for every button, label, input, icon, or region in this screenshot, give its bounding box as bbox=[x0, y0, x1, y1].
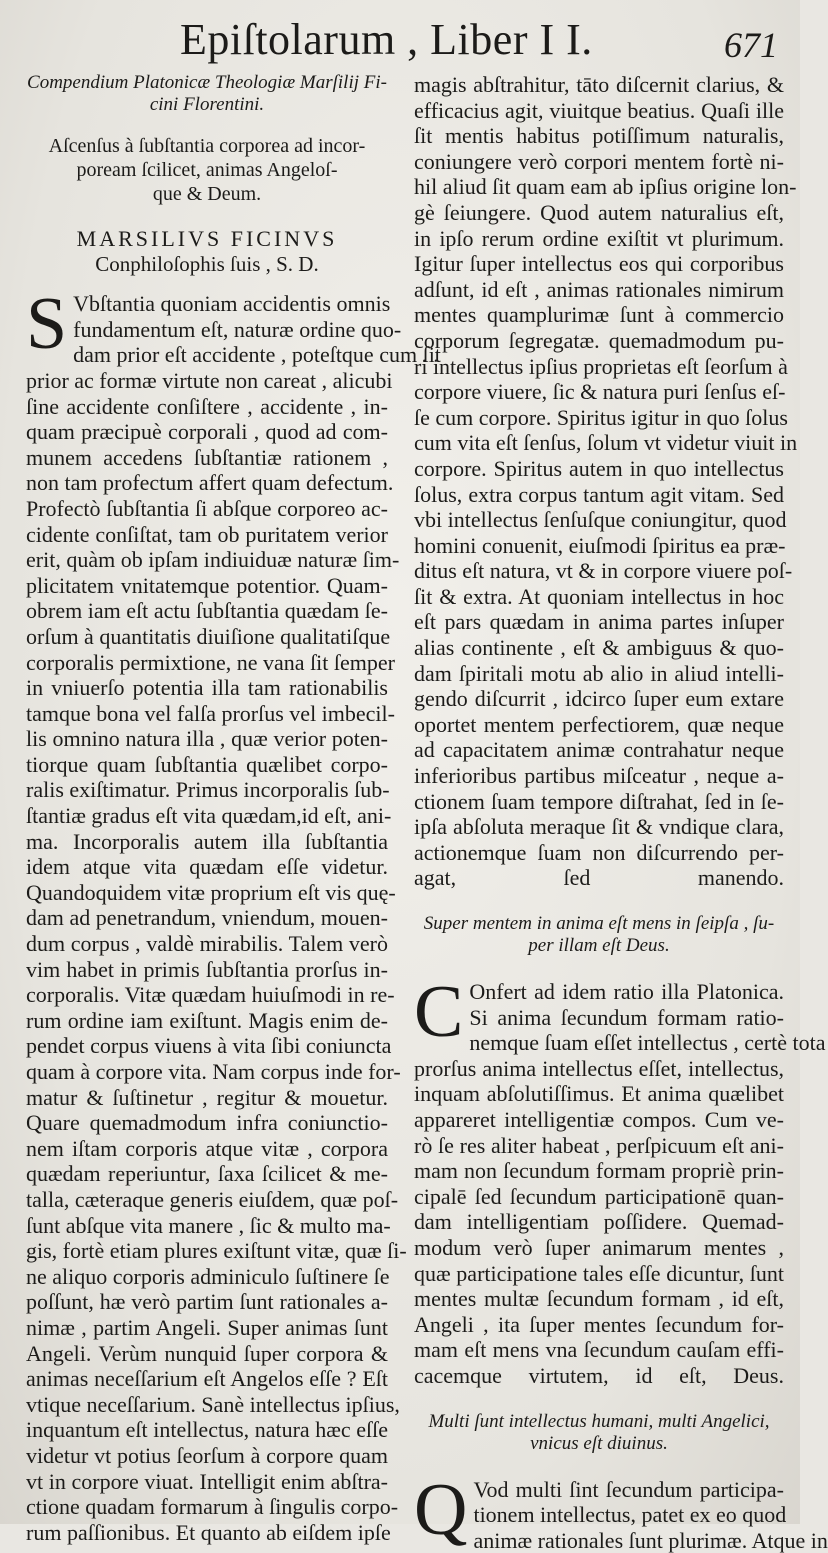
text-line: adſunt, id eſt , animas rationales nimirum bbox=[414, 277, 784, 303]
text-line: vim habet in primis ſubſtantia prorſus in- bbox=[26, 957, 388, 983]
right-body-2 bbox=[414, 1030, 784, 1388]
text-line: ſit & extra. At quoniam intellectus in hoc bbox=[414, 584, 784, 610]
text-line: ctionem ſuam tempore diſtrahat, ſed in ſe- bbox=[414, 789, 784, 815]
text-line: ipſa abſoluta meraque ſit & vndique clara, bbox=[414, 814, 784, 840]
text-line: gis, fortè etiam plures exiſtunt vitæ, quæ ſi- bbox=[26, 1238, 388, 1264]
text-line: nimæ , partim Angeli. Super animas ſunt bbox=[26, 1315, 388, 1341]
text-line: eſt pars quædam in anima partes inſuper bbox=[414, 609, 784, 635]
text-line: mentes multæ ſecundum formam , id eſt, bbox=[414, 1286, 784, 1312]
running-title: Epiſtolarum , Liber I I. bbox=[180, 14, 593, 65]
text-line: cacemque virtutem, id eſt, Deus. bbox=[414, 1363, 784, 1389]
text-line: inferioribus partibus miſceatur , neque a- bbox=[414, 763, 784, 789]
text-line: modum verò ſuper animarum mentes , bbox=[414, 1235, 784, 1261]
right-column bbox=[414, 72, 784, 1553]
text-line: cidente conſiſtat, tam ob puritatem verior bbox=[26, 522, 388, 548]
text-line: mam eſt mens vna ſecundum cauſam effi- bbox=[414, 1337, 784, 1363]
text-line: Onfert ad idem ratio illa Platonica. bbox=[414, 979, 784, 1005]
text-line: efficacius agit, viuitque beatius. Quaſi ille bbox=[414, 98, 784, 124]
text-line: Quare quemadmodum infra coniunctio- bbox=[26, 1110, 388, 1136]
text-line: Profectò ſubſtantia ſi abſque corporeo ac- bbox=[26, 496, 388, 522]
text-line: ſit mentis habitus potiſſimum naturalis, bbox=[414, 123, 784, 149]
text-line: ſine accidente conſiſtere , accidente , in- bbox=[26, 394, 388, 420]
text-line: inquam abſolutiſſimus. Et anima quælibet bbox=[414, 1081, 784, 1107]
text-line: videtur vt potius ſeorſum à corpore quam bbox=[26, 1443, 388, 1469]
text-line: rò ſe res aliter habeat , perſpicuum eſt ani- bbox=[414, 1133, 784, 1159]
subheading-line: Aſcenſus à ſubſtantia corporea ad incor- bbox=[26, 134, 388, 158]
text-line: ctione quadam formarum à ſingulis corpo- bbox=[26, 1494, 388, 1520]
text-line: nem iſtam corporis atque vitæ , corpora bbox=[26, 1136, 388, 1162]
heading-line: cini Florentini. bbox=[26, 94, 388, 116]
text-line: non tam profectum affert quam defectum. bbox=[26, 470, 388, 496]
left-column bbox=[26, 72, 388, 1545]
heading-line: vnicus eſt diuinus. bbox=[414, 1433, 784, 1455]
text-line: animæ rationales ſunt plurimæ. Atque in bbox=[414, 1528, 784, 1553]
text-line: rum ordine iam exiſtunt. Magis enim de- bbox=[26, 1008, 388, 1034]
text-line: ſunt abſque vita manere , ſic & multo ma- bbox=[26, 1213, 388, 1239]
text-line: plicitatem vnitatemque potentior. Quam- bbox=[26, 573, 388, 599]
text-line: corporum ſegregatæ. quemadmodum pu- bbox=[414, 328, 784, 354]
text-line: quam à corpore vita. Nam corpus inde for- bbox=[26, 1059, 388, 1085]
text-line: quædam reperiuntur, ſaxa ſcilicet & me- bbox=[26, 1161, 388, 1187]
subheading-line: que & Deum. bbox=[26, 182, 388, 206]
drop-cap: S bbox=[26, 295, 67, 351]
text-line: matur & ſuſtinetur , regitur & mouetur. bbox=[26, 1085, 388, 1111]
subheading-line: poream ſcilicet, animas Angeloſ- bbox=[26, 158, 388, 182]
text-line: corporalis permixtione, ne vana ſit ſemper bbox=[26, 650, 388, 676]
text-line: Vod multi ſint ſecundum participa- bbox=[414, 1477, 784, 1503]
text-line: dam ad penetrandum, vniendum, mouen- bbox=[26, 905, 388, 931]
heading-line: Multi ſunt intellectus humani, multi Angelici, bbox=[414, 1411, 784, 1433]
text-line: dum corpus , valdè mirabilis. Talem verò bbox=[26, 931, 388, 957]
text-line: ma. Incorporalis autem illa ſubſtantia bbox=[26, 829, 388, 855]
text-line: Igitur ſuper intellectus eos qui corporibus bbox=[414, 251, 784, 277]
text-line: Angeli. Verùm nunquid ſuper corpora & bbox=[26, 1341, 388, 1367]
drop-cap: Q bbox=[414, 1481, 467, 1537]
text-line: fundamentum eſt, naturæ ordine quo- bbox=[26, 317, 388, 343]
text-line: oportet mentem perfectiorem, quæ neque bbox=[414, 712, 784, 738]
text-line: ſolus, extra corpus tantum agit vitam. Sed bbox=[414, 482, 784, 508]
paragraph bbox=[414, 1477, 784, 1553]
text-line: corpore viuere, ſic & natura puri ſenſus eſ- bbox=[414, 379, 784, 405]
text-line: munem accedens ſubſtantiæ rationem , bbox=[26, 445, 388, 471]
text-line: tamque bona vel falſa prorſus vel imbecil- bbox=[26, 701, 388, 727]
text-line: cum vita eſt ſenſus, ſolum vt videtur viuit in bbox=[414, 430, 784, 456]
author-name: MARSILIVS FICINVS bbox=[26, 226, 388, 252]
text-line: rum paſſionibus. Et quanto ab eiſdem ipſe bbox=[26, 1520, 388, 1546]
text-line: ralis exiſtimatur. Primus incorporalis ſub- bbox=[26, 777, 388, 803]
text-line: vbi intellectus ſenſuſque coniungitur, quod bbox=[414, 507, 784, 533]
text-line: ſtantiæ gradus eſt vita quædam,id eſt, ani- bbox=[26, 803, 388, 829]
subheading bbox=[26, 134, 388, 206]
drop-cap: C bbox=[414, 983, 463, 1039]
text-line: cipalē ſed ſecundum participationē quan- bbox=[414, 1184, 784, 1210]
left-body bbox=[26, 342, 388, 1545]
text-line: nemque ſuam eſſet intellectus , certè tota bbox=[414, 1030, 784, 1056]
text-line: prior ac formæ virtute non careat , alicubi bbox=[26, 368, 388, 394]
text-line: gè ſeiungere. Quod autem naturalius eſt, bbox=[414, 200, 784, 226]
text-line: coniungere verò corpori mentem fortè ni- bbox=[414, 149, 784, 175]
text-line: Angeli , ita ſuper mentes ſecundum for- bbox=[414, 1312, 784, 1338]
text-line: ſe cum corpore. Spiritus igitur in quo ſolus bbox=[414, 405, 784, 431]
text-line: orſum à quantitatis diuiſione qualitatiſque bbox=[26, 624, 388, 650]
text-line: quæ participatione tales eſſe dicuntur, ſunt bbox=[414, 1261, 784, 1287]
text-line: Quandoquidem vitæ proprium eſt vis quę- bbox=[26, 880, 388, 906]
text-line: corporalis. Vitæ quædam huiuſmodi in re- bbox=[26, 982, 388, 1008]
text-line: erit, quàm ob ipſam indiuiduæ naturæ ſim- bbox=[26, 547, 388, 573]
right-body bbox=[414, 72, 784, 891]
text-line: dam prior eſt accidente , poteſtque cum ſit bbox=[26, 342, 388, 368]
text-line: gendo diſcurrit , idcirco ſuper eum extare bbox=[414, 686, 784, 712]
text-line: pendet corpus viuens à vita ſibi coniuncta bbox=[26, 1033, 388, 1059]
text-line: talla, cæteraque generis eiuſdem, quæ poſ- bbox=[26, 1187, 388, 1213]
text-line: poſſunt, hæ verò partim ſunt rationales a- bbox=[26, 1289, 388, 1315]
text-line: obrem iam eſt actu ſubſtantia quædam ſe- bbox=[26, 598, 388, 624]
section-heading bbox=[414, 1411, 784, 1455]
text-line: ad capacitatem animæ contrahatur neque bbox=[414, 737, 784, 763]
text-line: Si anima ſecundum formam ratio- bbox=[414, 1005, 784, 1031]
text-line: appareret intelligentiæ compos. Cum ve- bbox=[414, 1107, 784, 1133]
text-line: ditus eſt natura, vt & in corpore viuere poſ- bbox=[414, 558, 784, 584]
text-line: idem atque vita quædam eſſe videtur. bbox=[26, 854, 388, 880]
text-line: in ipſo rerum ordine exiſtit vt plurimum. bbox=[414, 226, 784, 252]
text-line: magis abſtrahitur, tāto diſcernit clarius, & bbox=[414, 72, 784, 98]
text-line: actionemque ſuam non diſcurrendo per- bbox=[414, 840, 784, 866]
heading-line: Super mentem in anima eſt mens in ſeipſa , ſu- bbox=[414, 913, 784, 935]
text-line: prorſus anima intellectus eſſet, intellectus, bbox=[414, 1056, 784, 1082]
text-line: corpore. Spiritus autem in quo intellectus bbox=[414, 456, 784, 482]
heading-line: per illam eſt Deus. bbox=[414, 935, 784, 957]
text-line: dam ſpiritali motu ab alio in aliud intelli- bbox=[414, 661, 784, 687]
salutation: Conphiloſophis ſuis , S. D. bbox=[26, 252, 388, 278]
text-line: homini conuenit, eiuſmodi ſpiritus ea præ- bbox=[414, 533, 784, 559]
text-line: mam non ſecundum formam propriè prin- bbox=[414, 1158, 784, 1184]
section-heading bbox=[414, 913, 784, 957]
paragraph bbox=[414, 979, 784, 1389]
text-line: alias continente , eſt & ambiguus & quo- bbox=[414, 635, 784, 661]
text-line: animas neceſſarium eſt Angelos eſſe ? Eſt bbox=[26, 1366, 388, 1392]
text-line: tiorque quam ſubſtantia quælibet corpo- bbox=[26, 752, 388, 778]
section-heading bbox=[26, 72, 388, 116]
text-line: quam præcipuè corporali , quod ad com- bbox=[26, 419, 388, 445]
paragraph bbox=[26, 291, 388, 1545]
page-number: 671 bbox=[724, 24, 778, 66]
text-line: ne aliquo corporis adminiculo ſuſtinere ſe bbox=[26, 1264, 388, 1290]
heading-line: Compendium Platonicæ Theologiæ Marſilij Fi- bbox=[26, 72, 388, 94]
text-line: vtique neceſſarium. Sanè intellectus ipſius, bbox=[26, 1392, 388, 1418]
text-line: Vbſtantia quoniam accidentis omnis bbox=[26, 291, 388, 317]
text-line: dam intelligentiam poſſidere. Quemad- bbox=[414, 1209, 784, 1235]
text-line: lis omnino natura illa , quæ verior poten- bbox=[26, 726, 388, 752]
text-line: mentes quamplurimæ ſunt à commercio bbox=[414, 302, 784, 328]
text-line: ri intellectus ipſius proprietas eſt ſeorſum à bbox=[414, 354, 784, 380]
text-line: agat, ſed manendo. bbox=[414, 865, 784, 891]
text-line: inquantum eſt intellectus, natura hæc eſſe bbox=[26, 1417, 388, 1443]
text-line: in vniuerſo potentia illa tam rationabilis bbox=[26, 675, 388, 701]
text-line: tionem intellectus, patet ex eo quod bbox=[414, 1502, 784, 1528]
running-head bbox=[0, 14, 800, 74]
text-line: hil aliud ſit quam eam ab ipſius origine lon- bbox=[414, 174, 784, 200]
text-line: vt in corpore viuat. Intelligit enim abſtra- bbox=[26, 1469, 388, 1495]
